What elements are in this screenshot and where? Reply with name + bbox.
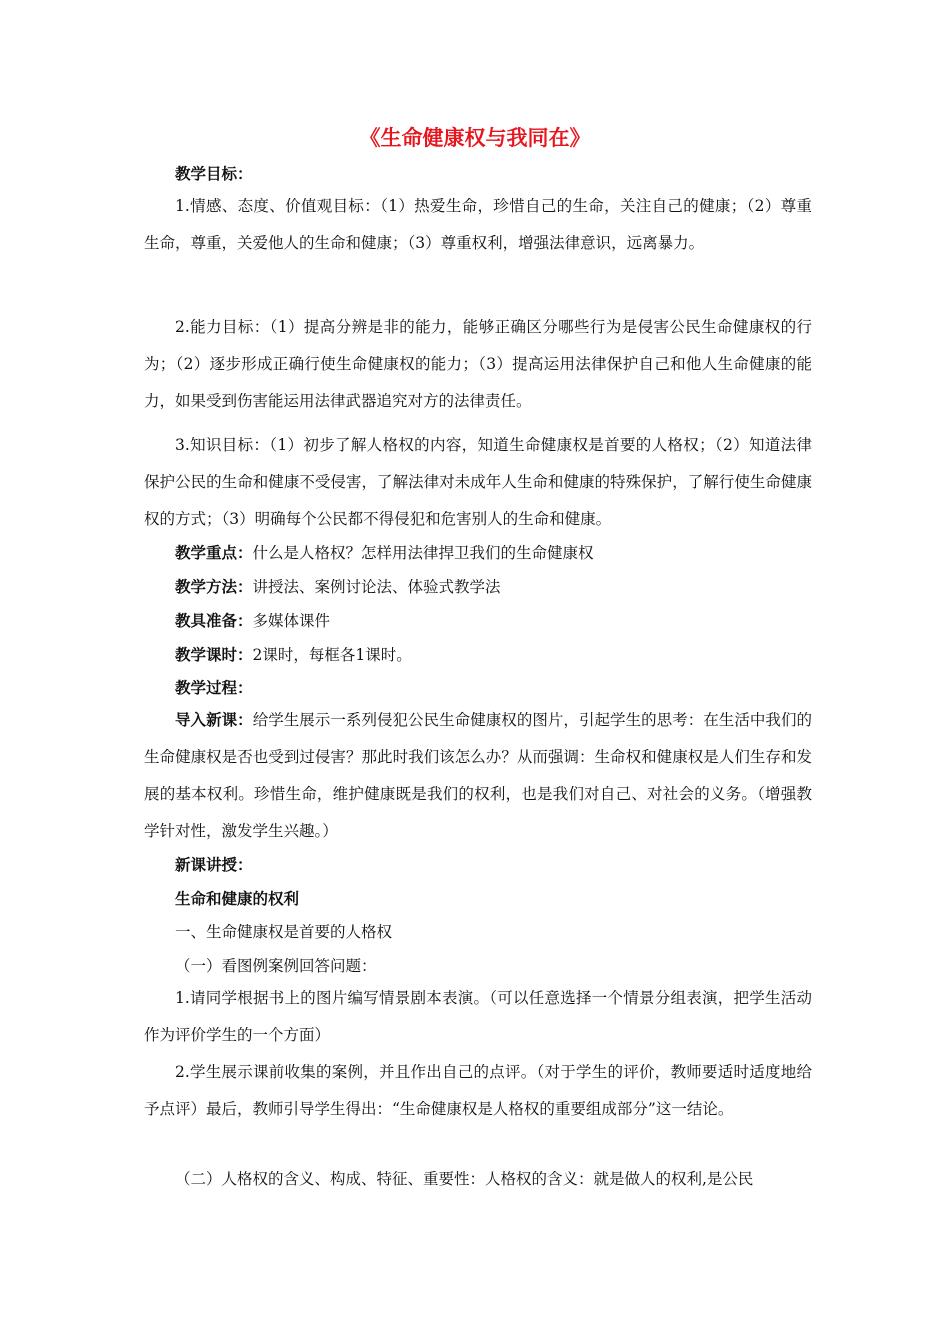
section-heading: 生命和健康的权利: [175, 890, 300, 908]
item-two: 2.学生展示课前收集的案例，并且作出自己的点评。（对于学生的评价，教师要适时适度地给予点评）最后，教师引导学生得出：“生命健康权是人格权的重要组成部分”这一结论。: [144, 1063, 812, 1118]
methods-row: [175, 577, 501, 597]
sub-one-heading: （一）看图例案例回答问题：: [175, 957, 377, 975]
hours-row: [175, 645, 412, 665]
intro-paragraph: [144, 702, 812, 850]
methods-label: 教学方法：: [175, 578, 253, 596]
key-points-label: 教学重点：: [175, 544, 253, 562]
tools-label: 教具准备：: [175, 612, 253, 630]
tools-text: 多媒体课件: [252, 612, 331, 630]
tools-row: [175, 611, 330, 631]
document-title: 《生命健康权与我同在》: [359, 126, 591, 150]
part-one-heading: 一、生命健康权是首要的人格权: [175, 923, 393, 941]
key-points-row: [175, 543, 594, 563]
process-heading: 教学过程：: [175, 679, 253, 697]
hours-label: 教学课时：: [175, 646, 253, 664]
intro-label: 导入新课：: [175, 711, 253, 729]
hours-text: 2课时，每框各1课时。: [252, 646, 412, 664]
intro-text: 给学生展示一系列侵犯公民生命健康权的图片，引起学生的思考：在生活中我们的生命健康权是否也受到过侵害？那此时我们该怎么办？从而强调：生命权和健康权是人们生存和发展的基本权利。珍惜生命，维护健康既是我们的权利，也是我们对自己、对社会的义务。（增强教学针对性，激发学生兴趣。）: [144, 711, 812, 840]
new-lesson-heading: 新课讲授：: [175, 856, 253, 874]
item-one: 1.请同学根据书上的图片编写情景剧本表演。（可以任意选择一个情景分组表演，把学生活动作为评价学生的一个方面）: [144, 989, 812, 1044]
objectives-heading: 教学目标：: [175, 165, 253, 183]
objective-emotion: 1.情感、态度、价值观目标：（1）热爱生命，珍惜自己的生命，关注自己的健康；（2）尊重生命，尊重，关爱他人的生命和健康；（3）尊重权利，增强法律意识，远离暴力。: [144, 197, 812, 252]
methods-text: 讲授法、案例讨论法、体验式教学法: [252, 578, 501, 596]
sub-two-paragraph: （二）人格权的含义、构成、特征、重要性：人格权的含义：就是做人的权利,是公民: [175, 1170, 754, 1188]
key-points-text: 什么是人格权？怎样用法律捍卫我们的生命健康权: [252, 544, 594, 562]
objective-knowledge: 3.知识目标：（1）初步了解人格权的内容，知道生命健康权是首要的人格权；（2）知道法律保护公民的生命和健康不受侵害，了解法律对未成年人生命和健康的特殊保护，了解行使生命健康权的方式；（3）明确每个公民都不得侵犯和危害别人的生命和健康。: [144, 436, 812, 528]
objective-ability: 2.能力目标：（1）提高分辨是非的能力，能够正确区分哪些行为是侵害公民生命健康权的行为；（2）逐步形成正确行使生命健康权的能力；（3）提高运用法律保护自己和他人生命健康的能力，如果受到伤害能运用法律武器追究对方的法律责任。: [144, 318, 812, 410]
